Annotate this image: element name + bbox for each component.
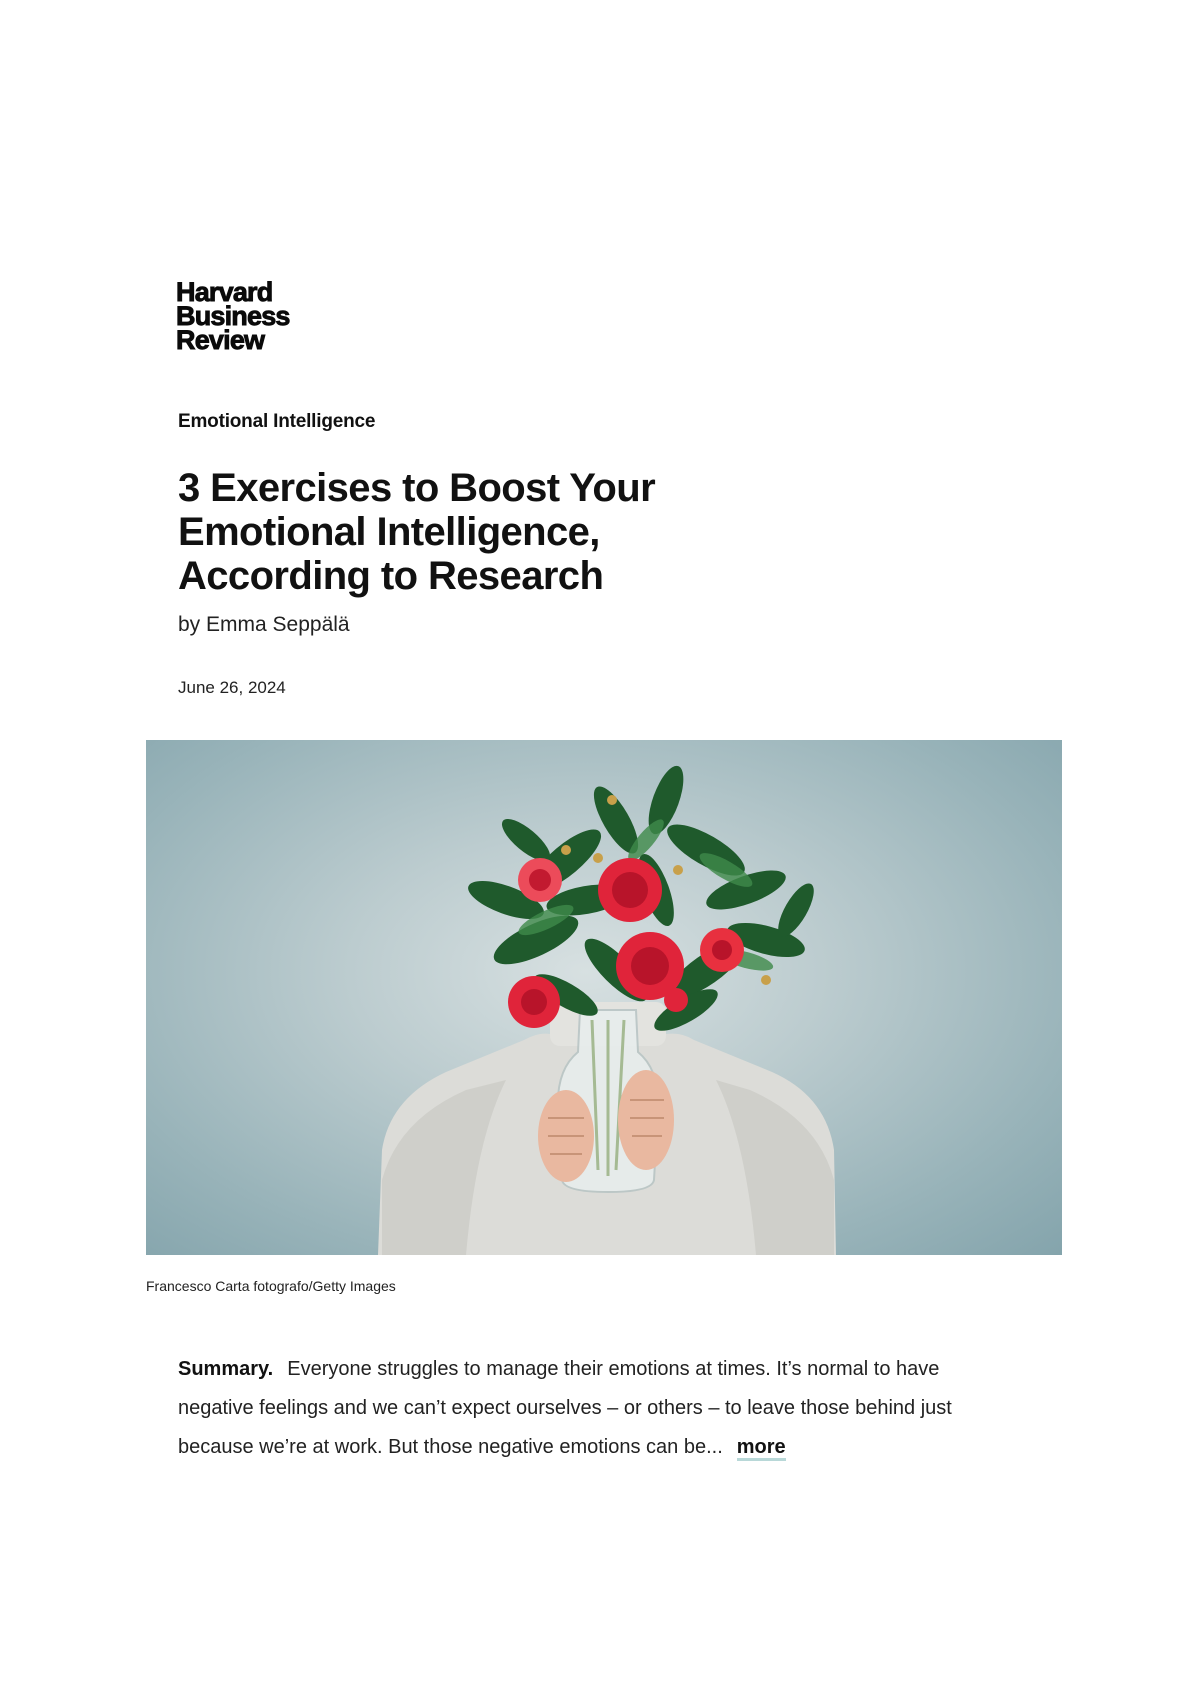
logo-line-harvard: Harvard [176,277,273,307]
hero-illustration [146,740,1062,1255]
hero-image [146,740,1062,1255]
publish-date: June 26, 2024 [178,678,286,697]
hbr-logo[interactable] [176,277,290,355]
title-line: Emotional Intelligence, [178,510,600,554]
article-summary [178,1350,1008,1467]
more-link[interactable]: more [737,1436,786,1461]
logo-line-business: Business [176,301,290,331]
topic-link[interactable]: Emotional Intelligence [178,411,376,432]
summary-text: Everyone struggles to manage their emotions at times. It’s normal to have negative feelings and we can’t expect ourselves – or others – to leave those behind just because we’re at work. But those negative emotions can be... [178,1358,952,1458]
summary-label: Summary. [178,1358,274,1380]
article-title [178,466,738,598]
logo-line-review: Review [176,325,265,355]
author-byline[interactable]: by Emma Seppälä [178,613,350,636]
title-line: 3 Exercises to Boost Your [178,466,656,510]
image-credit: Francesco Carta fotografo/Getty Images [146,1278,396,1294]
right-hand [618,1070,674,1170]
title-line: According to Research [178,554,604,598]
